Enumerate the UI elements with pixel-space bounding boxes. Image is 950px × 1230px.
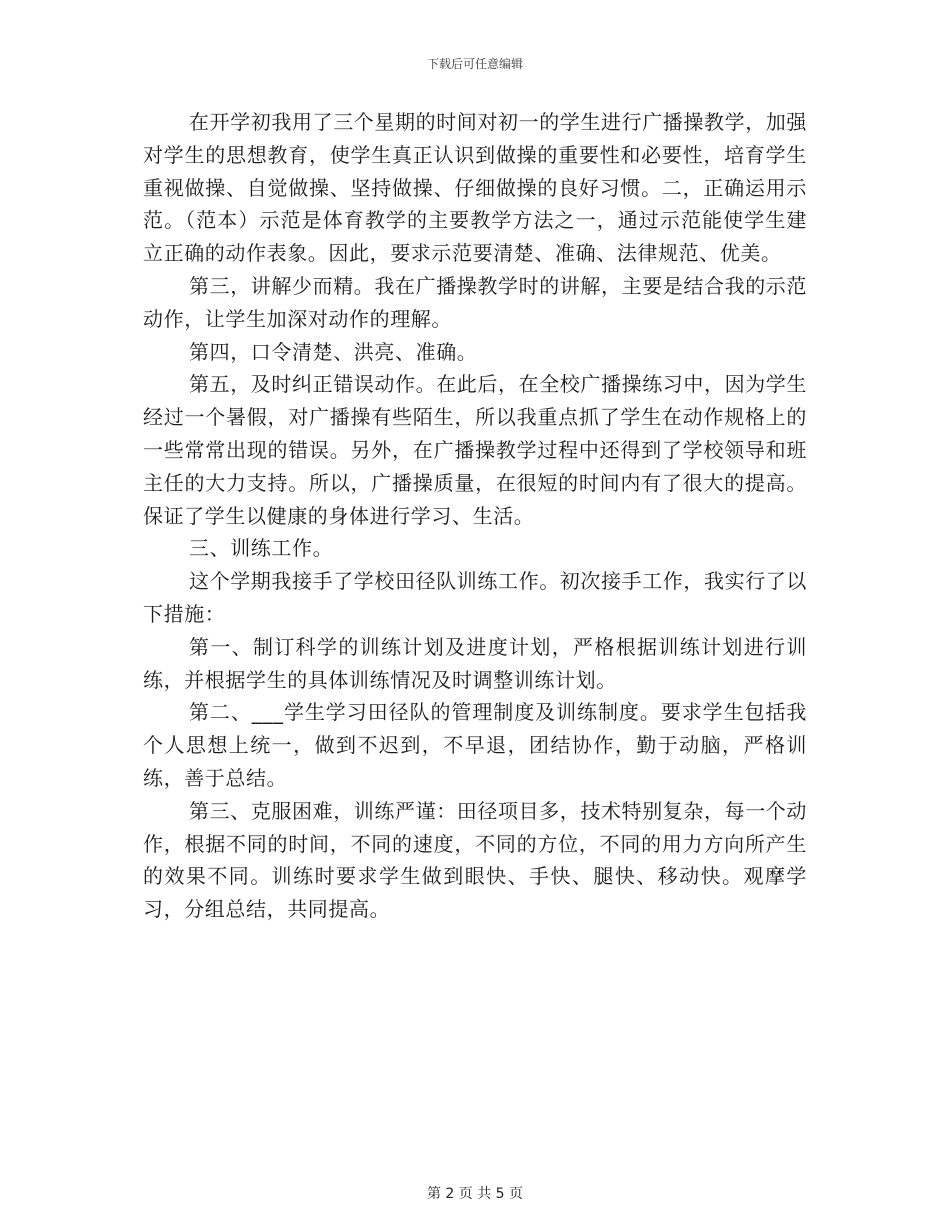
paragraph: 第五，及时纠正错误动作。在此后，在全校广播操练习中，因为学生经过一个暑假，对广播操有些陌生，所以我重点抓了学生在动作规格上的一些常常出现的错误。另外，在广播操教学过程中还得到了学校领导和班主任的大力支持。所以，广播操质量，在很短的时间内有了很大的提高。保证了学生以健康的身体进行学习、生活。: [143, 372, 807, 528]
page-header: 下载后可任意编辑: [426, 57, 523, 71]
page-number: 第 2 页 共 5 页: [426, 1186, 524, 1202]
paragraph: 第三、克服困难，训练严谨：田径项目多，技术特别复杂，每一个动作，根据不同的时间，不同的速度，不同的方位，不同的用力方向所产生的效果不同。训练时要求学生做到眼快、手快、腿快、移动快。观摩学习，分组总结，共同提高。: [143, 798, 807, 922]
paragraph: 在开学初我用了三个星期的时间对初一的学生进行广播操教学，加强对学生的思想教育，使学生真正认识到做操的重要性和必要性，培育学生重视做操、自觉做操、坚持做操、仔细做操的良好习惯。二，正确运用示范。（范本）示范是体育教学的主要教学方法之一，通过示范能使学生建立正确的动作表象。因此，要求示范要清楚、准确、法律规范、优美。: [143, 110, 807, 266]
paragraph: 第四，口令清楚、洪亮、准确。: [189, 339, 478, 364]
paragraph: 第二、___学生学习田径队的管理制度及训练制度。要求学生包括我个人思想上统一，做到不迟到，不早退，团结协作，勤于动脑，严格训练，善于总结。: [143, 700, 807, 790]
document-body: [143, 106, 807, 926]
paragraph: 第一、制订科学的训练计划及进度计划，严格根据训练计划进行训练，并根据学生的具体训练情况及时调整训练计划。: [143, 634, 807, 692]
section-heading: 三、训练工作。: [189, 536, 334, 561]
paragraph: 第三，讲解少而精。我在广播操教学时的讲解，主要是结合我的示范动作，让学生加深对动作的理解。: [143, 273, 807, 331]
paragraph: 这个学期我接手了学校田径队训练工作。初次接手工作，我实行了以下措施：: [143, 569, 807, 626]
